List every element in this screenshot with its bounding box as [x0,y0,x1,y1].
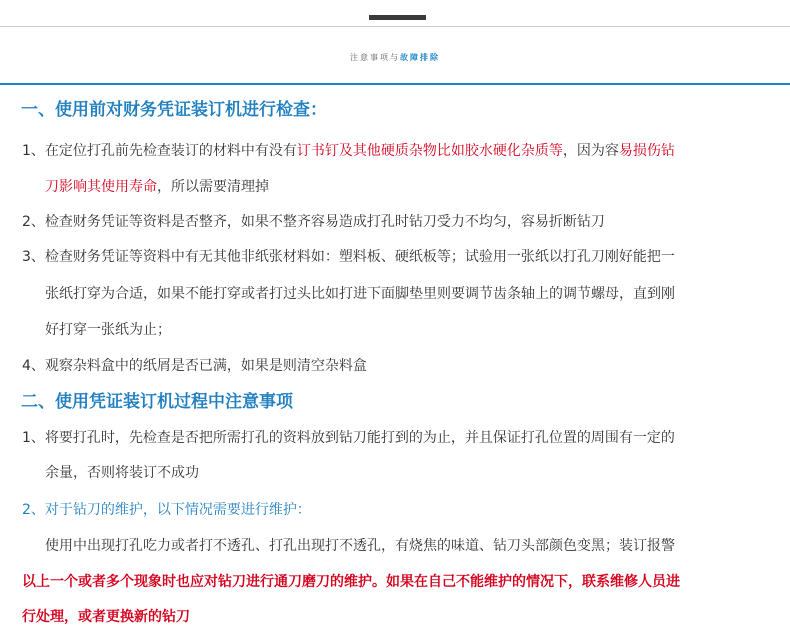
top-decoration-bar [369,15,426,20]
section2-item2-line3: 以上一个或者多个现象时也应对钻刀进行通刀磨刀的维护。如果在自己不能维护的情况下，联系维修人员进 [22,574,680,590]
top-divider [0,26,790,27]
section1-item4: 4、观察杂料盒中的纸屑是否已满，如果是则清空杂料盒 [22,358,367,374]
section1-item1-text-b: ，因为容 [562,143,619,159]
section2-item1-line2: 余量，否则将装订不成功 [45,465,199,481]
section1-heading: 一、使用前对财务凭证装订机进行检查： [21,100,327,120]
section1-item3-line3: 好打穿一张纸为止； [45,322,171,338]
section1-item1-line1 [22,141,675,161]
section1-item1-highlight-b: 易损伤钻 [618,143,675,159]
section1-item1-line2 [45,177,269,197]
page-title-accent: 故障排除 [400,53,440,62]
section2-item2-line2: 使用中出现打孔吃力或者打不透孔、打孔出现打不透孔，有烧焦的味道、钻刀头部颜色变黑；装订报警 [45,538,675,554]
title-underline [0,83,790,85]
section1-item2: 2、检查财务凭证等资料是否整齐，如果不整齐容易造成打孔时钻刀受力不均匀，容易折断钻刀 [22,214,605,230]
section1-item3-line1: 3、检查财务凭证等资料中有无其他非纸张材料如：塑料板、硬纸板等；试验用一张纸以打孔刀刚好能把一 [22,249,675,265]
section1-item1-highlight-a: 订书钉及其他硬质杂物比如胶水硬化杂质等 [296,143,563,159]
page-title-plain: 注意事项与 [350,53,400,62]
section2-item1-line1: 1、将要打孔时，先检查是否把所需打孔的资料放到钻刀能打到的为止，并且保证打孔位置的周围有一定的 [22,430,675,446]
section2-heading: 二、使用凭证装订机过程中注意事项 [21,392,293,412]
page-title [0,36,790,80]
section1-item1-highlight-c: 刀影响其使用寿命 [45,179,157,195]
section1-item1-text-c: ，所以需要清理掉 [157,179,269,195]
section1-item3-line2: 张纸打穿为合适，如果不能打穿或者打过头比如打进下面脚垫里则要调节齿条轴上的调节螺母，直到刚 [45,286,675,302]
section2-item2-line4: 行处理，或者更换新的钻刀 [22,609,190,625]
section1-item1-text-a: 1、在定位打孔前先检查装订的材料中有没有 [22,143,297,159]
section2-item2-line1: 2、对于钻刀的维护，以下情况需要进行维护： [22,502,311,518]
